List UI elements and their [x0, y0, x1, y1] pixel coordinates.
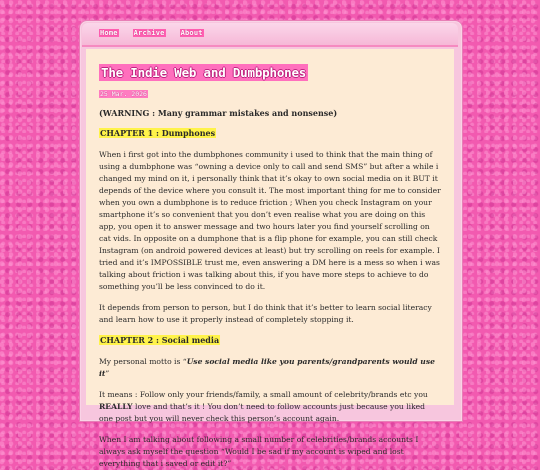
motto-text: Use social media like you parents/grandparents would use it [99, 357, 435, 378]
paragraph-4 [99, 389, 441, 425]
main-nav [99, 29, 204, 37]
chapter-2-heading: CHAPTER 2 : Social media [100, 335, 220, 345]
p4-prefix: It means : Follow only your friends/family, a small amount of celebrity/brands etc you [99, 390, 428, 399]
post-title: The Indie Web and Dumbphones [101, 65, 307, 80]
post-content [86, 49, 454, 468]
nav-link-home[interactable]: Home [100, 29, 118, 37]
paragraph-5: When I am talking about following a small number of celebrities/brands accounts I always ask myself the question “Would I be sad if my account is wiped and lost everything that i saved or edit it?” [99, 435, 419, 468]
paragraph-2: It depends from person to person, but I do think that it’s better to learn social literacy and learn how to use it properly instead of completely stopping it. [99, 303, 432, 324]
motto-suffix: ” [105, 369, 110, 378]
top-nav-bar [82, 23, 458, 47]
nav-link-about[interactable]: About [180, 29, 203, 37]
warning-text: (WARNING : Many grammar mistakes and nonsense) [99, 108, 338, 118]
p4-suffix: love and that’s it ! You don’t need to follow accounts just because you liked one post but you will never check this person’s account again. [99, 402, 426, 423]
post-body [86, 49, 454, 470]
motto-prefix: My personal motto is “ [99, 357, 187, 366]
paragraph-1: When i first got into the dumbphones community i used to think that the main thing of using a dumbphone was “owning a device only to call and send SMS” but after a while i changed my mind on it, i personally think that it’s okay to own social media on it BUT it depends of the device where you consult it. The most important thing for me to consider when you own a dumbphone is to reduce friction ; When you check Instagram on your smartphone it’s so convenient that you don’t even realise what you are doing on this app, you open it to answer message and two hours later you find yourself scrolling on cat vids. In opposite on a dumphone that is a flip phone for example, you can still check Instagram (on android powered devices at least) but try scrolling on reels for example. I tried and it’s IMPOSSIBLE trust me, even answering a DM here is a mess so when i was talking about friction i was talking about this, if you have more steps to achieve to do something you’ll be less convinced to do it. [99, 150, 441, 291]
chapter-1-heading: CHAPTER 1 : Dumphones [100, 128, 216, 138]
nav-link-archive[interactable]: Archive [133, 29, 165, 37]
p4-emphasis: REALLY [99, 402, 133, 411]
post-date: 25 Mar. 2026 [100, 90, 147, 98]
paragraph-3 [99, 356, 441, 380]
